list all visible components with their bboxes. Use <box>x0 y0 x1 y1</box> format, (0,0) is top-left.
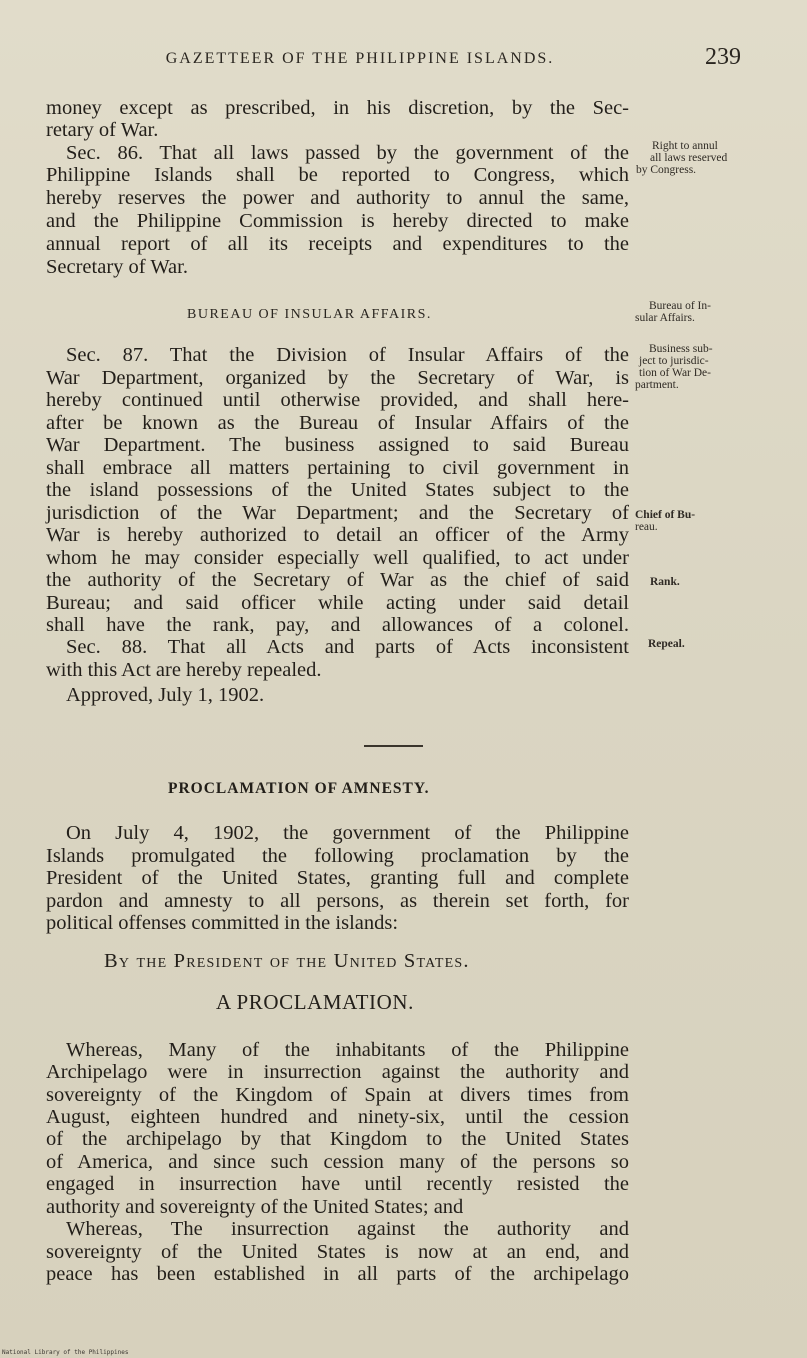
margin-note-line: Bureau of In- <box>649 300 711 312</box>
margin-note-line: sular Affairs. <box>635 312 695 324</box>
margin-note-rank: Rank. <box>650 576 680 588</box>
body-line: Whereas, The insurrection against the authority and <box>66 1218 629 1240</box>
body-line: of America, and since such cession many of the persons so <box>46 1151 629 1173</box>
margin-note-line: tion of War De- <box>639 367 711 379</box>
margin-note-line: Right to annul <box>652 140 718 152</box>
margin-note-line: Business sub- <box>649 343 713 355</box>
body-line: War Department. The business assigned to said Bureau <box>46 434 629 456</box>
margin-note-line: partment. <box>635 379 679 391</box>
body-line: sovereignty of the United States is now at an end, and <box>46 1241 629 1263</box>
body-line: President of the United States, granting full and complete <box>46 867 629 889</box>
margin-note-chief <box>635 509 760 533</box>
body-line: Archipelago were in insurrection against the authority and <box>46 1061 629 1083</box>
body-line: retary of War. <box>46 119 159 141</box>
margin-note-repeal: Repeal. <box>648 638 685 650</box>
section-88-first-line: Sec. 88. That all Acts and parts of Acts inconsistent <box>66 636 629 658</box>
body-line: shall embrace all matters pertaining to civil government in <box>46 457 629 479</box>
body-line: August, eighteen hundred and ninety-six, until the cession <box>46 1106 629 1128</box>
approval-date: Approved, July 1, 1902. <box>66 684 265 706</box>
margin-note-bureau <box>635 300 760 324</box>
body-line: with this Act are hereby repealed. <box>46 659 322 681</box>
body-line: and the Philippine Commission is hereby directed to make <box>46 210 629 232</box>
body-line: peace has been established in all parts of the archipelago <box>46 1263 629 1285</box>
body-line: whom he may consider especially well qualified, to act under <box>46 547 629 569</box>
body-line: of the archipelago by that Kingdom to the United States <box>46 1128 629 1150</box>
section-heading-bureau: BUREAU OF INSULAR AFFAIRS. <box>187 307 432 322</box>
body-line: money except as prescribed, in his discretion, by the Sec- <box>46 97 629 119</box>
body-line: hereby reserves the power and authority to annul the same, <box>46 187 629 209</box>
body-line: War Department, organized by the Secretary of War, is <box>46 367 629 389</box>
body-line: pardon and amnesty to all persons, as therein set forth, for <box>46 890 629 912</box>
margin-note-business <box>635 343 760 391</box>
body-line: shall have the rank, pay, and allowances of a colonel. <box>46 614 629 636</box>
body-line: Bureau; and said officer while acting under said detail <box>46 592 629 614</box>
body-line: sovereignty of the Kingdom of Spain at divers times from <box>46 1084 629 1106</box>
body-line: On July 4, 1902, the government of the Philippine <box>66 822 629 844</box>
body-line: hereby continued until otherwise provided, and shall here- <box>46 389 629 411</box>
body-line: the authority of the Secretary of War as the chief of said <box>46 569 629 591</box>
body-line: after be known as the Bureau of Insular Affairs of the <box>46 412 629 434</box>
body-line: the island possessions of the United States subject to the <box>46 479 629 501</box>
margin-note-line: ject to jurisdic- <box>639 355 709 367</box>
library-credit: National Library of the Philippines <box>2 1349 129 1356</box>
margin-note-line: reau. <box>635 521 658 533</box>
body-line: Islands promulgated the following proclamation by the <box>46 845 629 867</box>
margin-note-annul <box>636 140 775 176</box>
proclamation-title: A PROCLAMATION. <box>216 990 415 1014</box>
body-line: annual report of all its receipts and expenditures to the <box>46 233 629 255</box>
margin-note-line: Chief of Bu- <box>635 509 696 521</box>
body-line: Philippine Islands shall be reported to Congress, which <box>46 164 629 186</box>
running-head: GAZETTEER OF THE PHILIPPINE ISLANDS. <box>165 50 555 67</box>
body-line: War is hereby authorized to detail an officer of the Army <box>46 524 629 546</box>
section-86-first-line: Sec. 86. That all laws passed by the government of the <box>66 142 629 164</box>
section-87-first-line: Sec. 87. That the Division of Insular Affairs of the <box>66 344 629 366</box>
body-line: Secretary of War. <box>46 256 188 278</box>
body-line: authority and sovereignty of the United States; and <box>46 1196 464 1218</box>
body-line: engaged in insurrection have until recently resisted the <box>46 1173 629 1195</box>
page-number: 239 <box>705 44 741 70</box>
body-line: political offenses committed in the islands: <box>46 912 399 934</box>
body-line: jurisdiction of the War Department; and the Secretary of <box>46 502 629 524</box>
body-line: Whereas, Many of the inhabitants of the Philippine <box>66 1039 629 1061</box>
president-byline: By the President of the United States. <box>104 950 470 972</box>
margin-note-line: by Congress. <box>636 164 697 176</box>
section-divider-rule <box>364 745 423 747</box>
proclamation-heading: PROCLAMATION OF AMNESTY. <box>168 780 430 797</box>
margin-note-line: all laws reserved <box>650 152 728 164</box>
